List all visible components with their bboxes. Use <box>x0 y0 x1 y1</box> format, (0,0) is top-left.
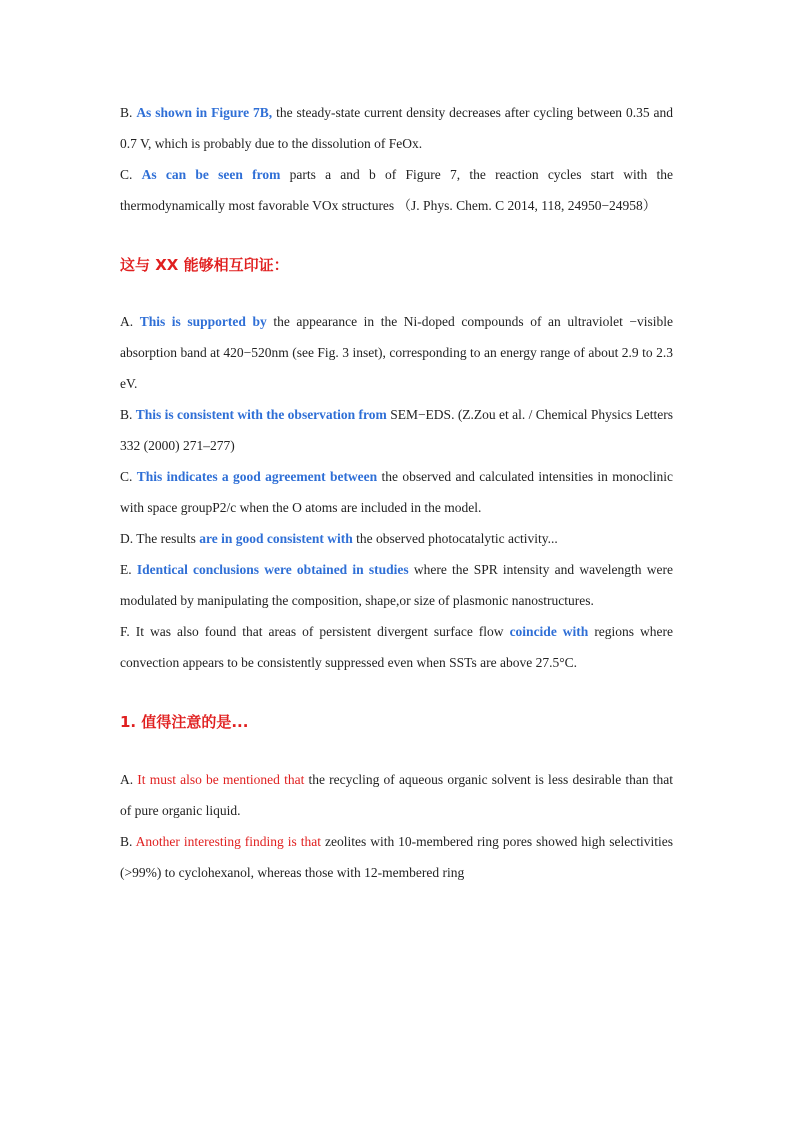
highlight-phrase: coincide with <box>509 624 589 639</box>
paragraph-3b <box>120 826 673 888</box>
section-heading-notable: 1. 值得注意的是... <box>120 713 249 731</box>
item-prefix: B. <box>120 407 133 422</box>
item-prefix: C. <box>120 167 133 182</box>
item-text: zeolites with 10-membered ring pores showed high selectivities (>99%) to cyclohexanol, whereas those with 12-membered ring <box>120 834 674 880</box>
item-prefix: D. The results <box>120 531 196 546</box>
paragraph-3a <box>120 764 673 826</box>
highlight-phrase: are in good consistent with <box>199 531 353 546</box>
item-text: SEM−EDS. (Z.Zou et al. / Chemical Physics Letters 332 (2000) 271–277) <box>120 407 674 453</box>
paragraph-2e <box>120 554 673 616</box>
section-heading-consistency: 这与 XX 能够相互印证： <box>120 256 289 274</box>
highlight-phrase: As can be seen from <box>141 167 281 182</box>
item-text: the recycling of aqueous organic solvent is less desirable than that of pure organic liquid. <box>120 772 674 818</box>
paragraph-2c <box>120 461 673 523</box>
item-prefix: A. <box>120 772 134 787</box>
item-prefix: E. <box>120 562 132 577</box>
highlight-phrase: This indicates a good agreement between <box>136 469 378 484</box>
paragraph-2a <box>120 306 673 399</box>
paragraph-1c <box>120 159 673 221</box>
item-text: parts a and b of Figure 7, the reaction cycles start with the thermodynamically most favorable VOx structures （J. Phys. Chem. C 2014, 118, 24950−24958） <box>120 167 674 213</box>
item-prefix: B. <box>120 105 133 120</box>
highlight-phrase: As shown in Figure 7B, <box>136 105 273 120</box>
paragraph-2d <box>120 523 673 554</box>
highlight-phrase: Identical conclusions were obtained in studies <box>136 562 409 577</box>
highlight-phrase: It must also be mentioned that <box>137 772 305 787</box>
document-page <box>120 97 673 888</box>
item-text: the observed photocatalytic activity... <box>356 531 558 546</box>
item-text: the observed and calculated intensities in monoclinic with space groupP2/c when the O atoms are included in the model. <box>120 469 673 515</box>
paragraph-2b <box>120 399 673 461</box>
highlight-phrase: Another interesting finding is that <box>135 834 322 849</box>
item-text: the steady-state current density decreases after cycling between 0.35 and 0.7 V, which is probably due to the dissolution of FeOx. <box>120 105 674 151</box>
item-prefix: C. <box>120 469 133 484</box>
item-text: regions where convection appears to be consistently suppressed even when SSTs are above 27.5°C. <box>120 624 674 670</box>
item-text: the appearance in the Ni-doped compounds of an ultraviolet −visible absorption band at 420−520nm (see Fig. 3 inset), corresponding to an energy range of about 2.9 to 2.3 eV. <box>120 314 674 391</box>
paragraph-2f <box>120 616 673 678</box>
item-text: where the SPR intensity and wavelength were modulated by manipulating the composition, shape,or size of plasmonic nanostructures. <box>120 562 673 608</box>
highlight-phrase: This is consistent with the observation from <box>135 407 387 422</box>
paragraph-1b <box>120 97 673 159</box>
item-prefix: F. It was also found that areas of persistent divergent surface flow <box>120 624 504 639</box>
highlight-phrase: This is supported by <box>139 314 267 329</box>
item-prefix: B. <box>120 834 133 849</box>
item-prefix: A. <box>120 314 134 329</box>
